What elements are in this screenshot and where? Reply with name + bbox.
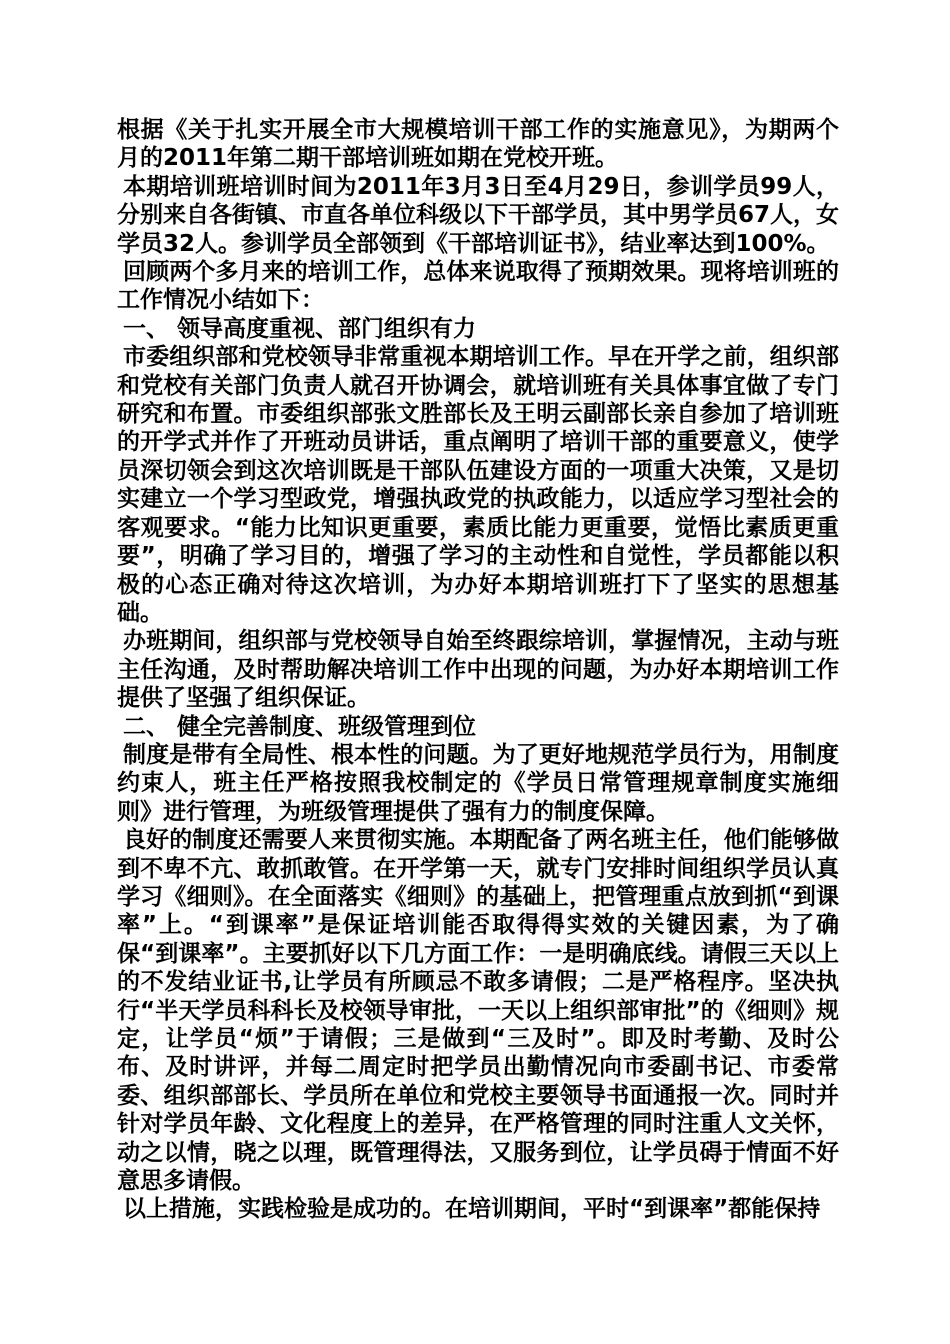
leadership-paragraph: 市委组织部和党校领导非常重视本期培训工作。早在开学之前，组织部和党校有关部门负责人就召开协调会，就培训班有关具体事宜做了专门研究和布置。市委组织部张文胜部长及王明云副部长亲自参加了培训班的开学式并作了开班动员讲话，重点阐明了培训干部的重要意义，使学员深切领会到这次培训既是干部队伍建设方面的一项重大决策，又是切实建立一个学习型政党，增强执政党的执政能力，以适应学习型社会的客观要求。“能力比知识更重要，素质比能力更重要，觉悟比素质更重要”，明确了学习目的，增强了学习的主动性和自觉性，学员都能以积极的心态正确对待这次培训，为办好本期培训班打下了坚实的思想基础。 bbox=[117, 344, 839, 626]
intro-paragraph: 根据《关于扎实开展全市大规模培训干部工作的实施意见》，为期两个月的2011年第二期干部培训班如期在党校开班。 bbox=[117, 117, 839, 172]
section-heading-1: 一、 领导高度重视、部门组织有力 bbox=[123, 315, 477, 342]
training-info-paragraph: 本期培训班培训时间为2011年3月3日至4月29日，参训学员99人，分别来自各街镇、市直各单位科级以下干部学员，其中男学员67人，女学员32人。参训学员全部领到《干部培训证书》，结业率达到100%。 bbox=[117, 173, 840, 257]
section-heading-2: 二、 健全完善制度、班级管理到位 bbox=[123, 713, 477, 740]
system-paragraph: 制度是带有全局性、根本性的问题。为了更好地规范学员行为，用制度约束人，班主任严格按照我校制定的《学员日常管理规章制度实施细则》进行管理，为班级管理提供了强有力的制度保障。 bbox=[117, 741, 839, 825]
result-paragraph: 以上措施，实践检验是成功的。在培训期间，平时“到课率”都能保持 bbox=[123, 1196, 821, 1223]
review-paragraph: 回顾两个多月来的培训工作，总体来说取得了预期效果。现将培训班的工作情况小结如下： bbox=[117, 259, 839, 314]
management-paragraph: 良好的制度还需要人来贯彻实施。本期配备了两名班主任，他们能够做到不卑不亢、敢抓敢管。在开学第一天，就专门安排时间组织学员认真学习《细则》。在全面落实《细则》的基础上，把管理重点放到抓“到课率”上。“到课率”是保证培训能否取得得实效的关键因素，为了确保“到课率”。主要抓好以下几方面工作：一是明确底线。请假三天以上的不发结业证书,让学员有所顾忌不敢多请假；二是严格程序。坚决执行“半天学员科科长及校领导审批，一天以上组织部审批”的《细则》规定，让学员“烦”于请假；三是做到“三及时”。即及时考勤、及时公布、及时讲评，并每二周定时把学员出勤情况向市委副书记、市委常委、组织部部长、学员所在单位和党校主要领导书面通报一次。同时并针对学员年龄、文化程度上的差异，在严格管理的同时注重人文关怀，动之以情，晓之以理，既管理得法，又服务到位，让学员碍于情面不好意思多请假。 bbox=[117, 827, 839, 1195]
organization-paragraph: 办班期间，组织部与党校领导自始至终跟综培训，掌握情况，主动与班主任沟通，及时帮助解决培训工作中出现的问题，为办好本期培训工作提供了坚强了组织保证。 bbox=[117, 628, 839, 712]
document-body bbox=[117, 116, 839, 1224]
